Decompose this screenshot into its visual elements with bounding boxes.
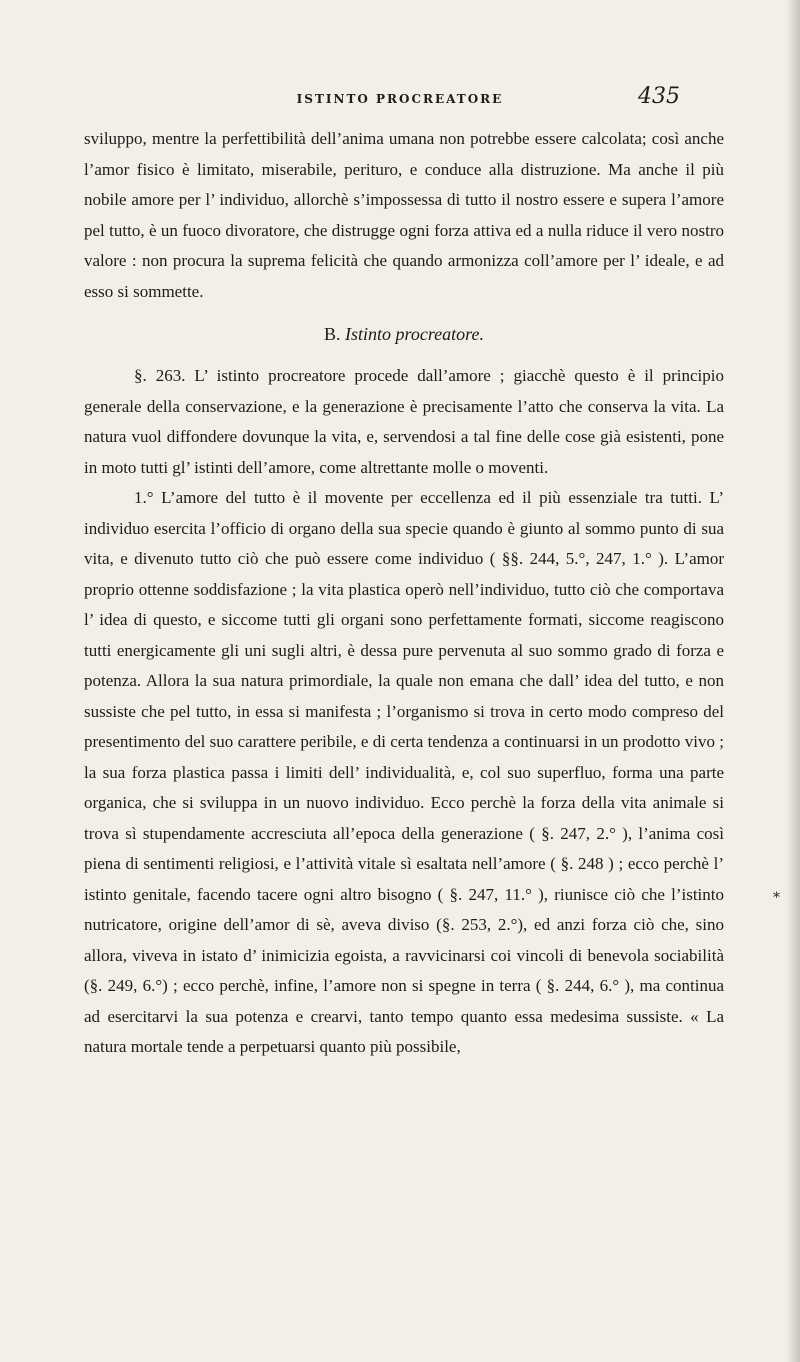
page-number: 435 [638, 84, 680, 109]
paragraph-263: §. 263. L’ istinto procreatore procede dall’amore ; giacchè questo è il principio generale della conservazione, e la generazione è precisamente l’atto che conserva la vita. La natura vuol diffondere dovunque la vita, e, servendosi a tal fine delle cose già esistenti, pone in moto tutti gl’ istinti dell’amore, come altrettante molle o moventi. [84, 366, 724, 477]
page-edge-shadow [786, 0, 800, 1362]
body-text [84, 124, 724, 1063]
section-title: Istinto procreatore. [345, 324, 484, 344]
paragraph-point-1: 1.° L’amore del tutto è il movente per eccellenza ed il più essenziale tra tutti. L’ individuo esercita l’officio di organo della sua specie quando è giunto al sommo punto di sua vita, e divenuto tutto ciò che può essere come individuo ( §§. 244, 5.°, 247, 1.° ). L’amor proprio ottenne soddisfazione ; la vita plastica operò nell’individuo, tutto ciò che comportava l’ idea di questo, e siccome tutti gli organi sono perfettamente formati, siccome reagiscono tutti energicamente gli uni sugli altri, è dessa pure pervenuta al suo sommo grado di forza e potenza. Allora la sua natura primordiale, la quale non emana che dall’ idea del tutto, e non sussiste che pel tutto, in essa si manifesta ; l’organismo si trova in certo modo compreso del presentimento del suo carattere peribile, e di certa tendenza a continuarsi in un prodotto vivo ; la sua forza plastica passa i limiti dell’ individualità, e, col suo superfluo, forma una parte organica, che si sviluppa in un nuovo individuo. Ecco perchè la forza della vita animale si trova sì stupendamente accresciuta all’epoca della generazione ( §. 247, 2.° ), l’anima così piena di sentimenti religiosi, e l’attività vitale sì esaltata nell’amore ( §. 248 ) ; ecco perchè l’ istinto genitale, facendo tacere ogni altro bisogno ( §. 247, 11.° ), riunisce ciò che l’istinto nutricatore, origine dell’amor di sè, aveva diviso (§. 253, 2.°), ed anzi forza ciò che, sino allora, viveva in istato d’ inimicizia egoista, a ravvicinarsi coi vincoli di benevola sociabilità (§. 249, 6.°) ; ecco perchè, infine, l’amore non si spegne in terra ( §. 244, 6.° ), ma continua ad esercitarvi la sua potenza e crearvi, tanto tempo quanto essa medesima sussiste. « La natura mortale tende a perpetuarsi quanto più possibile, [84, 488, 724, 1056]
section-heading [84, 319, 724, 349]
margin-asterisk-mark: * [773, 890, 780, 906]
paragraph-continuation: sviluppo, mentre la perfettibilità dell’anima umana non potrebbe essere calcolata; così anche l’amor fisico è limitato, miserabile, perituro, e conduce alla distruzione. Ma anche il più nobile amore per l’ individuo, allorchè s’impossessa di tutto il nostro essere e supera l’amore pel tutto, è un fuoco divoratore, che distrugge ogni forza attiva ed a nulla riduce il vero nostro valore : non procura la suprema felicità che quando armonizza coll’amore per l’ ideale, e ad esso si sommette. [84, 129, 724, 301]
running-header: ISTINTO PROCREATORE [296, 92, 504, 106]
section-label: B. [324, 324, 341, 344]
